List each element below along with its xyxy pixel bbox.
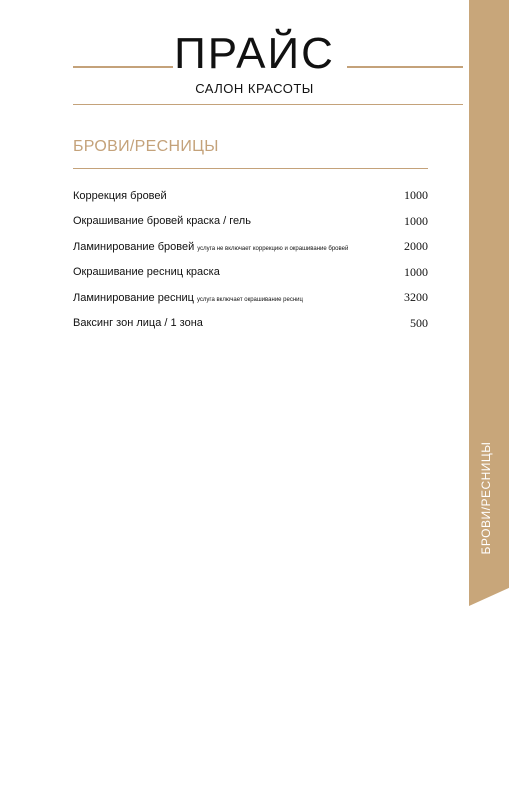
service-name-cell: [73, 190, 167, 202]
section-title: БРОВИ/РЕСНИЦЫ: [73, 138, 219, 155]
price-row: [73, 285, 428, 311]
service-price: 500: [410, 315, 428, 330]
header-divider: [73, 104, 463, 105]
price-list: [73, 183, 428, 336]
page-title: ПРАЙС: [174, 29, 335, 78]
price-row: [73, 260, 428, 286]
service-name: Ваксинг зон лица / 1 зона: [73, 317, 203, 330]
service-price: 1000: [404, 213, 428, 228]
service-name-cell: [73, 241, 348, 253]
page-subtitle: САЛОН КРАСОТЫ: [195, 81, 314, 96]
service-name-cell: [73, 266, 220, 278]
service-name: Окрашивание бровей краска / гель: [73, 215, 251, 228]
price-row: [73, 209, 428, 235]
price-row: [73, 183, 428, 209]
service-note: услуга включает окрашивание ресниц: [196, 296, 303, 303]
service-name: Окрашивание ресниц краска: [73, 266, 220, 279]
service-name-cell: [73, 317, 203, 329]
service-note: услуга не включает коррекцию и окрашивание бровей: [197, 245, 349, 252]
service-name-cell: [73, 292, 303, 304]
service-price: 2000: [404, 239, 428, 254]
service-price: 1000: [404, 264, 428, 279]
service-name: Ламинирование ресниц: [73, 291, 194, 304]
service-price: 1000: [404, 188, 428, 203]
section-divider: [73, 168, 428, 169]
side-ribbon-label: БРОВИ/РЕСНИЦЫ: [479, 441, 493, 555]
service-name: Коррекция бровей: [73, 189, 167, 202]
service-name-cell: [73, 215, 251, 227]
title-left-line: [73, 66, 173, 68]
price-row: [73, 234, 428, 260]
service-name: Ламинирование бровей: [73, 240, 195, 253]
service-price: 3200: [404, 290, 428, 305]
title-right-line: [347, 66, 463, 68]
price-row: [73, 311, 428, 337]
